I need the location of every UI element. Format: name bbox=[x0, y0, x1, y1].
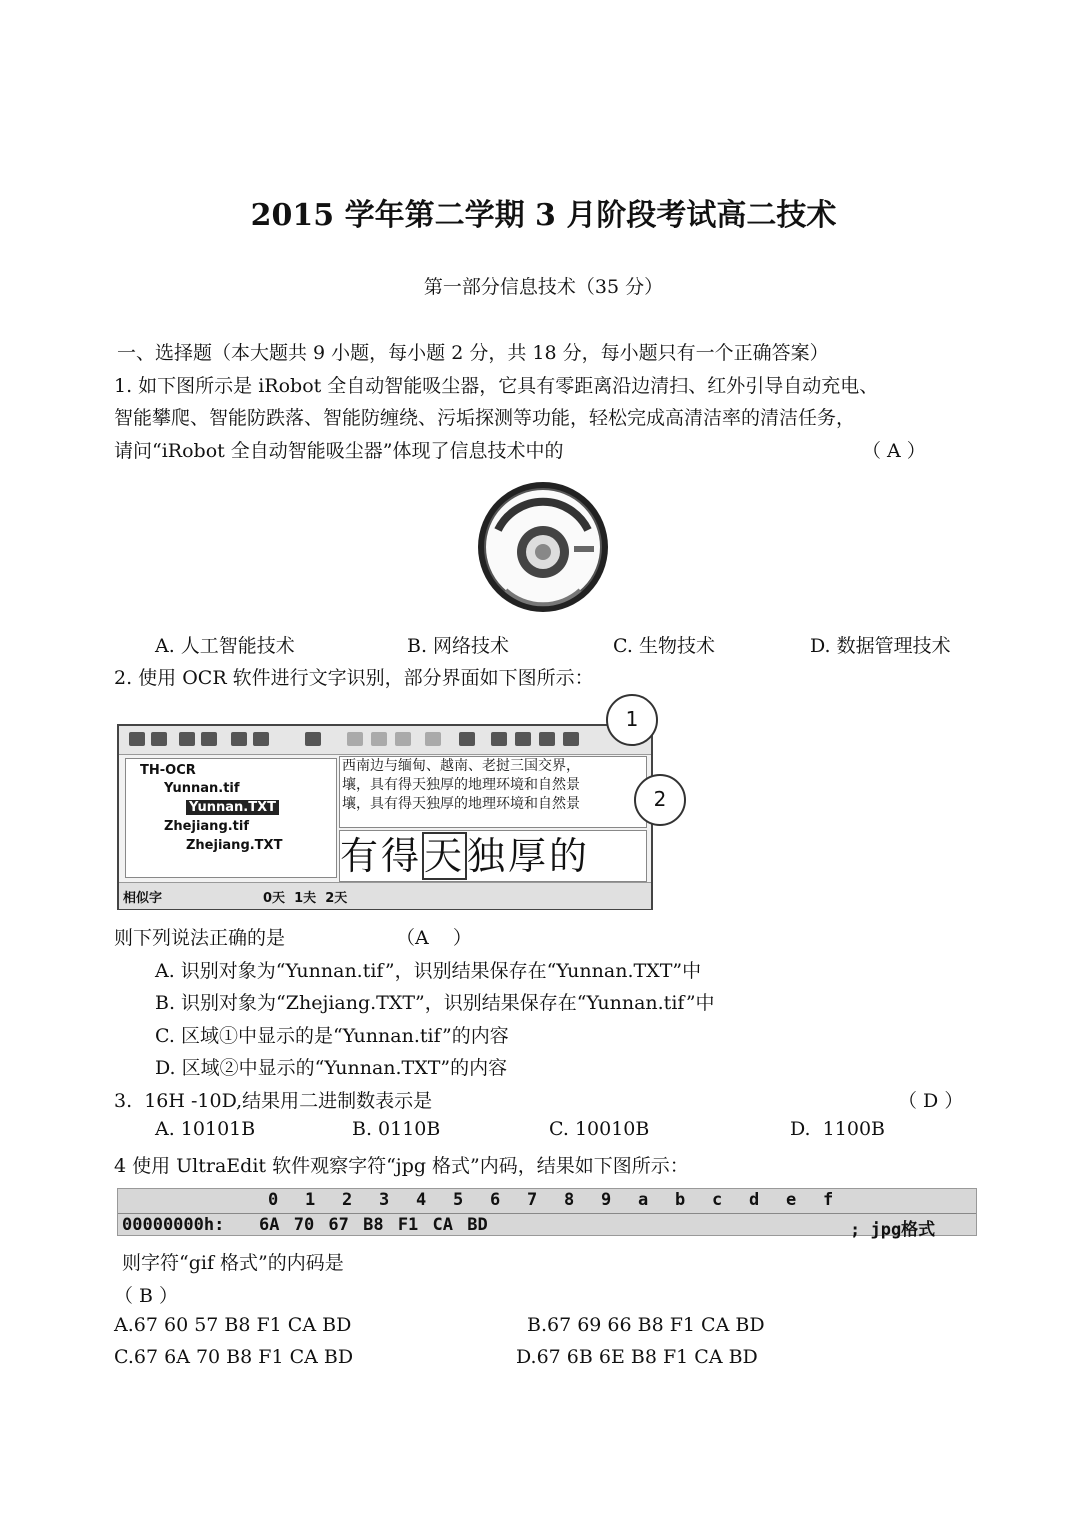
q2-option-b: B. 识别对象为“Zhejiang.TXT”，识别结果保存在“Yunnan.tif”中 bbox=[155, 992, 715, 1014]
ocr-window bbox=[117, 724, 653, 910]
hex-header-col: 2 bbox=[342, 1190, 353, 1210]
tree-root[interactable]: TH-OCR bbox=[140, 763, 196, 778]
page-title: 2015 学年第二学期 3 月阶段考试高二技术 bbox=[250, 198, 837, 233]
hex-editor-view bbox=[117, 1188, 977, 1240]
q1-option-d: D. 数据管理技术 bbox=[810, 635, 951, 657]
hex-header-col: d bbox=[749, 1190, 760, 1210]
q2-option-c: C. 区域①中显示的是“Yunnan.tif”的内容 bbox=[155, 1025, 509, 1047]
text-line: 壤，具有得天独厚的地理环境和自然景 bbox=[342, 777, 580, 793]
save-icon[interactable] bbox=[151, 732, 167, 746]
q4-option-b: B.67 69 66 B8 F1 CA BD bbox=[527, 1314, 765, 1336]
q3-option-b: B. 0110B bbox=[352, 1118, 441, 1140]
q4-prompt: 则字符“gif 格式”的内码是 bbox=[122, 1252, 344, 1274]
cut-icon[interactable] bbox=[347, 732, 363, 746]
ocr-toolbar bbox=[119, 726, 651, 755]
text-line: 壤，具有得天独厚的地理环境和自然景 bbox=[342, 796, 580, 812]
q2-prompt: 则下列说法正确的是 bbox=[114, 927, 286, 949]
copy-icon[interactable] bbox=[371, 732, 387, 746]
text-line: 西南边与缅甸、越南、老挝三国交界， bbox=[342, 758, 580, 774]
fullscreen-icon[interactable] bbox=[563, 732, 579, 746]
hex-header-col: c bbox=[712, 1190, 723, 1210]
hex-address: 00000000h: bbox=[122, 1215, 225, 1235]
hex-header-col: 1 bbox=[305, 1190, 316, 1210]
hex-header-col: 6 bbox=[490, 1190, 501, 1210]
big-text-post: 独厚的 bbox=[467, 834, 591, 878]
q1-option-a: A. 人工智能技术 bbox=[155, 635, 295, 657]
zoom-icon[interactable] bbox=[253, 732, 269, 746]
q1-line3: 请问“iRobot 全自动智能吸尘器”体现了信息技术中的 bbox=[114, 440, 564, 462]
hex-header-col: 5 bbox=[453, 1190, 464, 1210]
q3-option-a: A. 10101B bbox=[155, 1118, 256, 1140]
hex-text: ; jpg格式 bbox=[850, 1220, 936, 1240]
section-subtitle: 第一部分信息技术（35 分） bbox=[423, 276, 664, 298]
hex-header-col: 8 bbox=[564, 1190, 575, 1210]
tree-item-zhejiang-txt[interactable]: Zhejiang.TXT bbox=[186, 838, 283, 853]
status-label: 相似字 bbox=[123, 891, 163, 906]
hex-header-col: b bbox=[675, 1190, 686, 1210]
hex-data-row bbox=[118, 1213, 976, 1240]
q1-line2: 智能攀爬、智能防跌落、智能防缠绕、污垢探测等功能，轻松完成高清洁率的清洁任务， bbox=[114, 407, 856, 429]
undo-icon[interactable] bbox=[425, 732, 441, 746]
hex-header-col: 7 bbox=[527, 1190, 538, 1210]
q2-option-a: A. 识别对象为“Yunnan.tif”，识别结果保存在“Yunnan.TXT”中 bbox=[155, 960, 702, 982]
status-values: 0天 1夫 2天 bbox=[263, 891, 348, 906]
hex-header-col: a bbox=[638, 1190, 649, 1210]
q4-option-d: D.67 6B 6E B8 F1 CA BD bbox=[516, 1346, 758, 1368]
image-region-2 bbox=[339, 830, 647, 882]
spell-icon[interactable] bbox=[539, 732, 555, 746]
q1-answer: （ A ） bbox=[862, 440, 926, 462]
export-icon[interactable] bbox=[305, 732, 321, 746]
hex-bytes: 6A 70 67 B8 F1 CA BD bbox=[259, 1215, 488, 1235]
big-text-highlight: 天 bbox=[424, 834, 466, 878]
callout-2: 2 bbox=[634, 774, 686, 826]
q3-stem: 3. 16H -10D,结果用二进制数表示是 bbox=[114, 1090, 433, 1112]
q2-option-d: D. 区域②中显示的“Yunnan.TXT”的内容 bbox=[155, 1057, 508, 1079]
q2-stem: 2. 使用 OCR 软件进行文字识别，部分界面如下图所示： bbox=[114, 667, 594, 689]
open-icon[interactable] bbox=[129, 732, 145, 746]
q2-answer: （A ） bbox=[396, 927, 472, 949]
paste-icon[interactable] bbox=[395, 732, 411, 746]
file-tree bbox=[125, 758, 337, 878]
q3-option-d: D. 1100B bbox=[790, 1118, 885, 1140]
find-icon[interactable] bbox=[459, 732, 475, 746]
font-icon[interactable] bbox=[491, 732, 507, 746]
hex-header-col: 4 bbox=[416, 1190, 427, 1210]
text-region-1[interactable] bbox=[339, 756, 647, 828]
recognize-icon[interactable] bbox=[231, 732, 247, 746]
hex-header-col: 3 bbox=[379, 1190, 390, 1210]
status-bar bbox=[119, 882, 651, 909]
hex-header-col: 9 bbox=[601, 1190, 612, 1210]
q1-option-c: C. 生物技术 bbox=[613, 635, 715, 657]
q4-option-a: A.67 60 57 B8 F1 CA BD bbox=[114, 1314, 352, 1336]
print-icon[interactable] bbox=[179, 732, 195, 746]
tree-item-zhejiang-tif[interactable]: Zhejiang.tif bbox=[164, 819, 250, 834]
callout-1: 1 bbox=[606, 694, 658, 746]
hex-header-row bbox=[118, 1190, 976, 1210]
q3-answer: （ D ） bbox=[898, 1090, 964, 1112]
q4-option-c: C.67 6A 70 B8 F1 CA BD bbox=[114, 1346, 354, 1368]
scan-icon[interactable] bbox=[201, 732, 217, 746]
hex-header-col: f bbox=[823, 1190, 834, 1210]
case-icon[interactable] bbox=[515, 732, 531, 746]
q1-line1: 1. 如下图所示是 iRobot 全自动智能吸尘器，它具有零距离沿边清扫、红外引导自动充电、 bbox=[114, 375, 879, 397]
q4-stem: 4 使用 UltraEdit 软件观察字符“jpg 格式”内码，结果如下图所示： bbox=[114, 1155, 689, 1177]
big-text-pre: 有得 bbox=[340, 834, 423, 878]
q1-option-b: B. 网络技术 bbox=[407, 635, 510, 657]
robot-vacuum-image bbox=[476, 480, 611, 619]
tree-item-yunnan-tif[interactable]: Yunnan.tif bbox=[164, 781, 240, 796]
hex-header-col: 0 bbox=[268, 1190, 279, 1210]
section-heading: 一、选择题（本大题共 9 小题，每小题 2 分，共 18 分，每小题只有一个正确答案） bbox=[117, 342, 829, 364]
q3-option-c: C. 10010B bbox=[549, 1118, 650, 1140]
hex-header-col: e bbox=[786, 1190, 797, 1210]
tree-item-yunnan-txt[interactable]: Yunnan.TXT bbox=[186, 800, 279, 815]
q4-answer: （ B ） bbox=[114, 1285, 179, 1307]
